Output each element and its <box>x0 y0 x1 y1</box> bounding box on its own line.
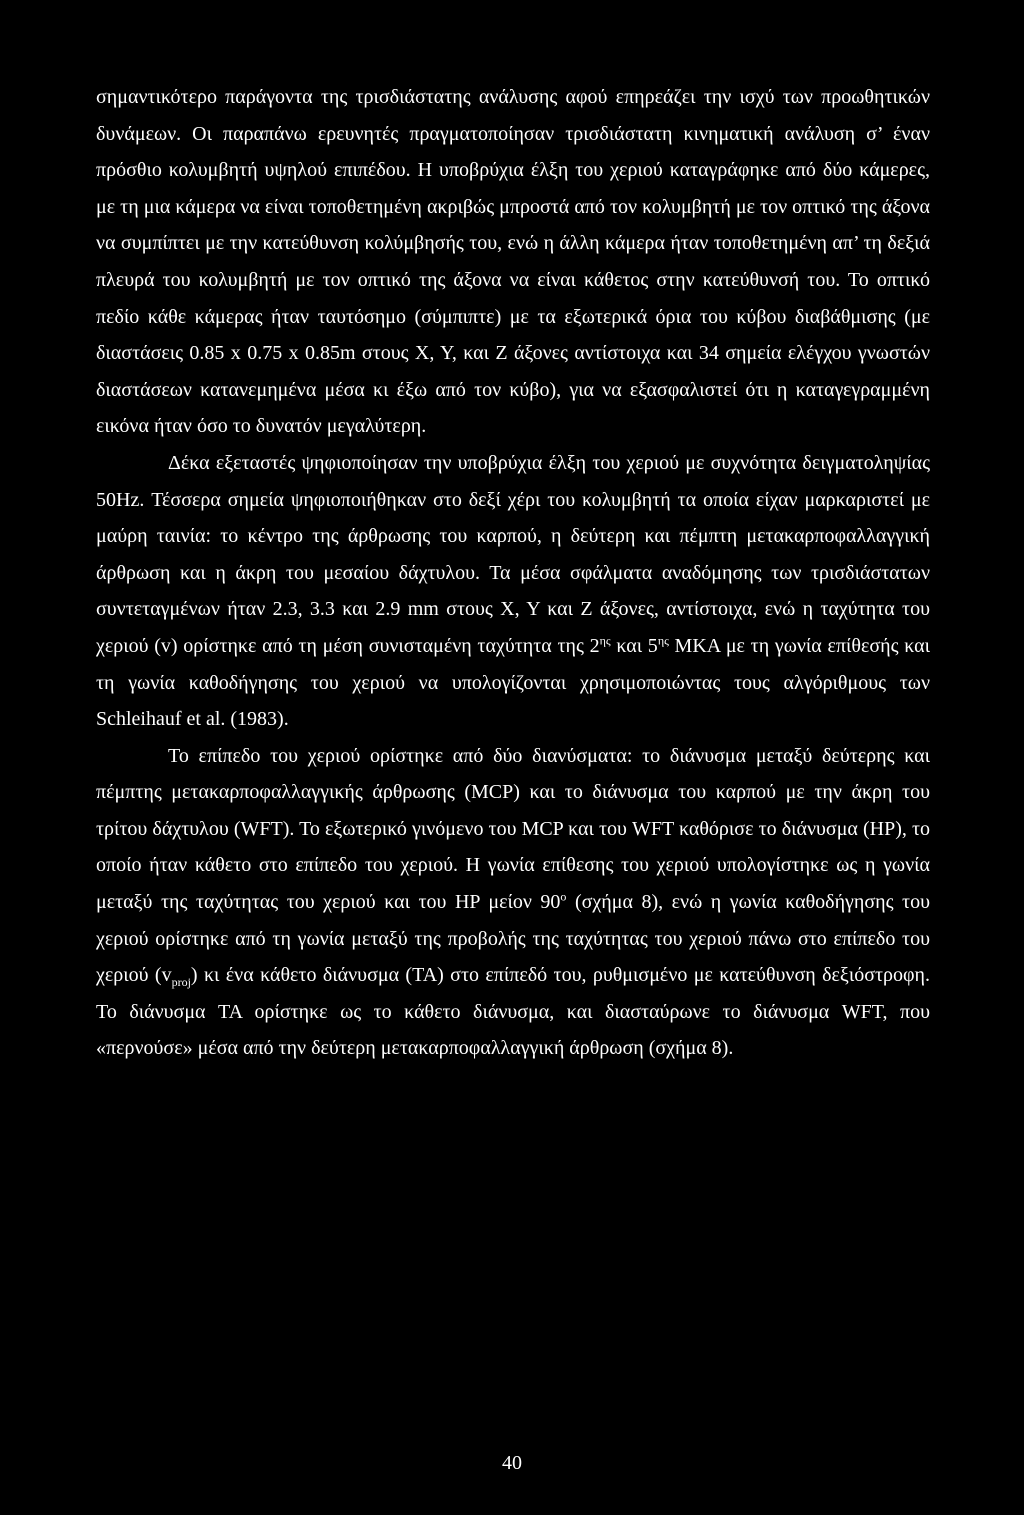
paragraph-continuation: σημαντικότερο παράγοντα της τρισδιάστατης ανάλυσης αφού επηρεάζει την ισχύ των προωθητικών δυνάμεων. Οι παραπάνω ερευνητές πραγματοποίησαν τρισδιάστατη κινηματική ανάλυση σ’ έναν πρόσθιο κολυμβητή υψηλού επιπέδου. Η υποβρύχια έλξη του χεριού καταγράφηκε από δύο κάμερες, με τη μια κάμερα να είναι τοποθετημένη ακριβώς μπροστά από τον κολυμβητή με τον οπτικό της άξονα να συμπίπτει με την κατεύθυνση κολύμβησής του, ενώ η άλλη κάμερα ήταν τοποθετημένη απ’ τη δεξιά πλευρά του κολυμβητή με τον οπτικό της άξονα να είναι κάθετος στην κατεύθυνσή του. Το οπτικό πεδίο κάθε κάμερας ήταν ταυτόσημο (σύμπιπτε) με τα εξωτερικά όρια του κύβου διαβάθμισης (με διαστάσεις 0.85 x 0.75 x 0.85m στους X, Y, και Z άξονες αντίστοιχα και 34 σημεία ελέγχου γνωστών διαστάσεων κατανεμημένα μέσα κι έξω από τον κύβο), για να εξασφαλιστεί ότι η καταγεγραμμένη εικόνα ήταν όσο το δυνατόν μεγαλύτερη. <box>96 86 930 438</box>
degree-mark: o <box>560 889 567 904</box>
ordinal-suffix: ης <box>599 633 611 648</box>
subscript-proj: proj <box>171 975 191 990</box>
paragraph-digitization-text-2: και 5 <box>610 634 658 657</box>
paragraph-digitization <box>96 445 930 738</box>
page-number: 40 <box>502 1452 522 1474</box>
ordinal-suffix: ης <box>657 633 669 648</box>
paragraph-hand-plane-text-2: (σχήμα 8), ενώ η γωνία καθοδήγησης του χεριού ορίστηκε από τη γωνία μεταξύ της προβολής της ταχύτητας του χεριού πάνω στο επίπεδο του χεριού (v <box>96 891 930 987</box>
paragraph-hand-plane <box>96 738 930 1067</box>
paragraph-hand-plane-text-1: Το επίπεδο του χεριού ορίστηκε από δύο διανύσματα: το διάνυσμα μεταξύ δεύτερης και πέμπτης μετακαρποφαλλαγγικής άρθρωσης (MCP) και το διάνυσμα του καρπού με την άκρη του τρίτου δάχτυλου (WFT). Το εξωτερικό γινόμενο του MCP και του WFT καθόρισε το διάνυσμα (HP), το οποίο ήταν κάθετο στο επίπεδο του χεριού. Η γωνία επίθεσης του χεριού υπολογίστηκε ως η γωνία μεταξύ της ταχύτητας του χεριού και του HP μείον 90 <box>96 744 930 914</box>
paragraph-digitization-text-3: ΜΚΑ με τη γωνία επίθεσής και τη γωνία καθοδήγησης του χεριού να υπολογίζονται χρησιμοποιώντας τους αλγόριθμους των Schleihauf et al. (1983). <box>96 634 930 731</box>
paragraph-hand-plane-text-3: ) κι ένα κάθετο διάνυσμα (TA) στο επίπεδό του, ρυθμισμένο με κατεύθυνση δεξιόστροφη. Το διάνυσμα TA ορίστηκε ως το κάθετο διάνυσμα, και διασταύρωνε το διάνυσμα WFT, που «περνούσε» μέσα από την δεύτερη μετακαρποφαλλαγγική άρθρωση (σχήμα 8). <box>96 964 930 1060</box>
body-text <box>96 79 930 1067</box>
paragraph-digitization-text-1: Δέκα εξεταστές ψηφιοποίησαν την υποβρύχια έλξη του χεριού με συχνότητα δειγματοληψίας 50Hz. Τέσσερα σημεία ψηφιοποιήθηκαν στο δεξί χέρι του κολυμβητή τα οποία είχαν μαρκαριστεί με μαύρη ταινία: το κέντρο της άρθρωσης του καρπού, η δεύτερη και πέμπτη μετακαρποφαλλαγγική άρθρωση και η άκρη του μεσαίου δάχτυλου. Τα μέσα σφάλματα αναδόμησης των τρισδιάστατων συντεταγμένων ήταν 2.3, 3.3 και 2.9 mm στους X, Y και Z άξονες, αντίστοιχα, ενώ η ταχύτητα του χεριού (v) ορίστηκε από τη μέση συνισταμένη ταχύτητα της 2 <box>96 451 930 657</box>
